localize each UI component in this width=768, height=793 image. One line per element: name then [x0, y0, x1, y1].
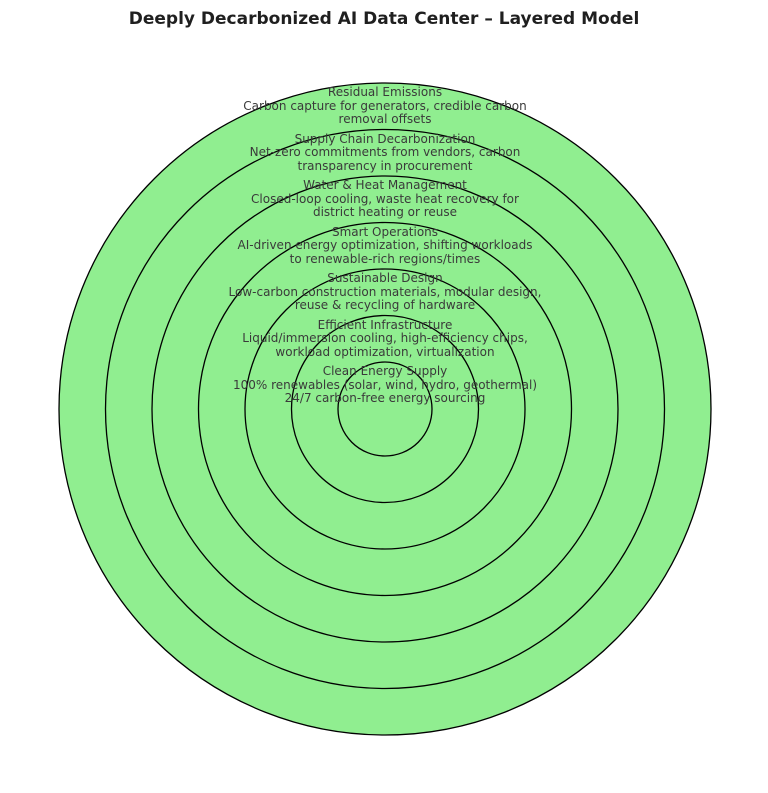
layer-label-6: [233, 365, 537, 406]
layer-label-3: [237, 226, 532, 267]
layer-description-line: 24/7 carbon-free energy sourcing: [284, 391, 486, 406]
layer-description-line: to renewable-rich regions/times: [289, 251, 481, 266]
layer-description-line: AI-driven energy optimization, shifting workloads: [237, 238, 533, 253]
layer-label-5: [242, 319, 528, 360]
layer-description-line: workload optimization, virtualization: [275, 344, 495, 359]
layer-description-line: Low-carbon construction materials, modular design,: [228, 284, 542, 299]
layer-name: Sustainable Design: [327, 271, 443, 285]
layer-description-line: district heating or reuse: [312, 205, 458, 220]
layer-name: Residual Emissions: [327, 85, 443, 99]
layer-label-0: [243, 86, 526, 127]
layer-description-line: Carbon capture for generators, credible carbon: [243, 98, 527, 113]
layer-description-line: Closed-loop cooling, waste heat recovery for: [251, 191, 519, 206]
figure-title: Deeply Decarbonized AI Data Center – Layered Model: [128, 9, 640, 29]
layer-name: Clean Energy Supply: [322, 364, 448, 378]
layer-name: Efficient Infrastructure: [317, 317, 453, 332]
layer-name: Supply Chain Decarbonization: [294, 131, 476, 146]
layer-label-1: [250, 133, 521, 174]
layer-name: Water & Heat Management: [303, 178, 467, 192]
layer-description-line: Liquid/immersion cooling, high-efficiency chips,: [242, 331, 528, 346]
layer-label-4: [229, 272, 542, 313]
layer-description-line: transparency in procurement: [297, 158, 473, 173]
layer-description-line: 100% renewables (solar, wind, hydro, geothermal): [232, 377, 538, 392]
layer-name: Smart Operations: [331, 224, 439, 239]
layer-label-2: [251, 179, 519, 220]
layer-description-line: Net-zero commitments from vendors, carbon: [249, 145, 521, 160]
layer-description-line: reuse & recycling of hardware: [294, 298, 476, 313]
layer-description-line: removal offsets: [338, 112, 432, 127]
